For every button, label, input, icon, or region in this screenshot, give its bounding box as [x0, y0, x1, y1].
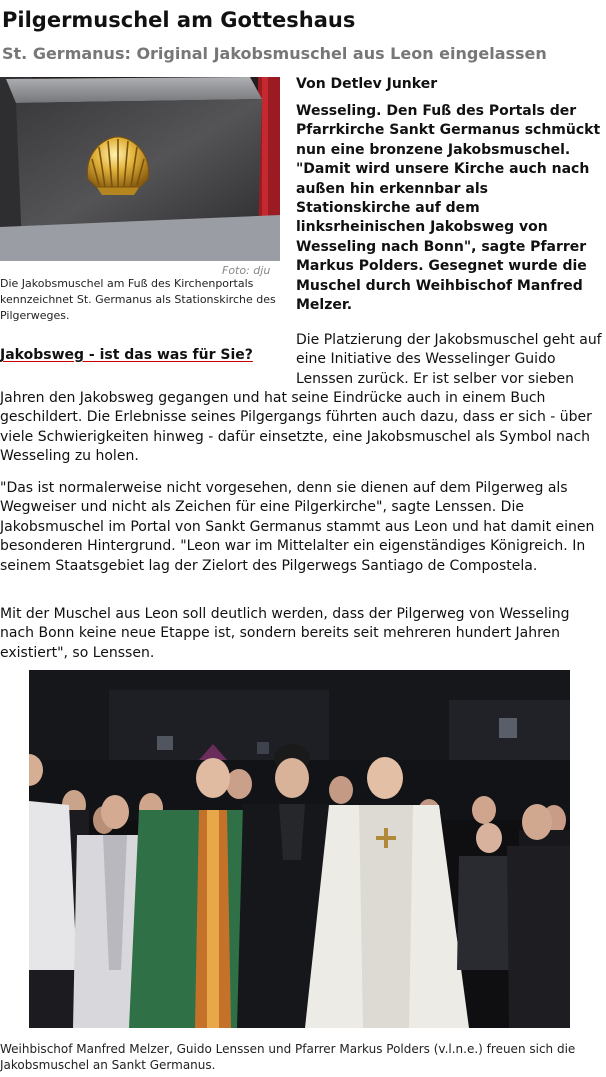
subheadline: St. Germanus: Original Jakobsmuschel aus Leon eingelassen: [2, 44, 547, 63]
group-photo: [29, 670, 570, 1028]
headline: Pilgermuschel am Gotteshaus: [2, 8, 356, 32]
body-paragraph: Jahren den Jakobsweg gegangen und hat seine Eindrücke auch in einem Buch geschildert. Die Erlebnisse seines Pilgergangs führten auch dazu, dass er sich - über viele Schwierigkeiten hinweg - dafür einsetzte, eine Jakobsmuschel als Symbol nach Wesseling zu holen.: [0, 390, 592, 465]
photo-caption: Die Jakobsmuschel am Fuß des Kirchenportals kennzeichnet St. Germanus als Stationskirche des Pilgerweges.: [0, 277, 276, 322]
photo-caption: Weihbischof Manfred Melzer, Guido Lenssen und Pfarrer Markus Polders (v.l.n.e.) freuen sich die Jakobsmuschel an Sankt Germanus.: [0, 1042, 576, 1072]
body-paragraph: Die Platzierung der Jakobsmuschel geht auf eine Initiative des Wesselinger Guido Lenssen zurück. Er ist selber vor sieben: [296, 332, 602, 387]
jakobsweg-promo-link[interactable]: Jakobsweg - ist das was für Sie?: [0, 347, 253, 363]
body-paragraph: "Das ist normalerweise nicht vorgesehen, denn sie dienen auf dem Pilgerweg als Wegweiser und nicht als Zeichen für eine Pilgerkirche", sagte Lenssen. Die Jakobsmuschel im Portal von Sankt Germanus stammt aus Leon und hat damit einen besonderen Hintergrund. "Leon war im Mittelalter ein eigenständiges Königreich. In seinem Staatsgebiet lag der Zielort des Pilgerwegs Santiago de Compostela.: [0, 480, 595, 574]
photo-credit: Foto: dju: [222, 264, 271, 277]
lead-paragraph: Wesseling. Den Fuß des Portals der Pfarrkirche Sankt Germanus schmückt nun eine bronzene Jakobsmuschel. "Damit wird unsere Kirche auch nach außen hin erkennbar als Stationskirche auf dem linksrheinischen Jakobsweg von Wesseling nach Bonn", sagte Pfarrer Markus Polders. Gesegnet wurde die Muschel durch Weihbischof Manfred Melzer.: [296, 103, 601, 314]
body-paragraph: Mit der Muschel aus Leon soll deutlich werden, dass der Pilgerweg von Wesseling nach Bonn keine neue Etappe ist, sondern bereits seit mehreren hundert Jahren existiert", so Lenssen.: [0, 606, 570, 661]
scallop-shell-photo: [0, 77, 280, 261]
byline: Von Detlev Junker: [296, 76, 438, 92]
